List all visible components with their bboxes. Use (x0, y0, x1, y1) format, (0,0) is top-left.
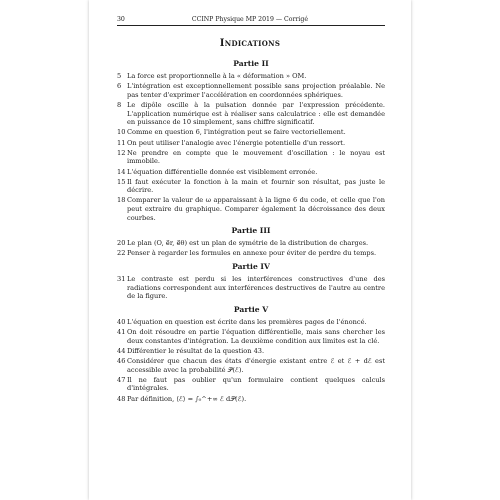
hint-item (117, 395, 385, 404)
hint-item (117, 196, 385, 222)
hint-item (117, 128, 385, 137)
hint-text: On doit résoudre en partie l'équation différentielle, mais sans chercher les deux constantes d'intégration. La deuxième condition aux limites est la clé. (127, 328, 385, 345)
hint-item (117, 139, 385, 148)
question-number: 47 (117, 375, 126, 384)
question-number: 20 (117, 239, 126, 248)
hint-text: Le dipôle oscille à la pulsation donnée par l'expression précédente. L'application numérique est à réaliser sans calculatrice : elle est demandée en puissance de 10 simplement, sans chiffre significatif. (127, 100, 385, 127)
hint-text: Penser à regarder les formules en annexe pour éviter de perdre du temps. (127, 249, 377, 258)
question-number: 11 (117, 138, 126, 147)
running-title: CCINP Physique MP 2019 — Corrigé (191, 16, 308, 23)
hint-item (117, 82, 385, 99)
hint-text: Différentier le résultat de la question 43. (127, 346, 265, 355)
hint-item (117, 376, 385, 393)
part-title: Partie V (233, 304, 269, 314)
hint-item (117, 357, 385, 374)
hint-text: Le contraste est perdu si les interférences constructives d'une des radiations correspondent aux interférences destructives de l'autre au centre de la figure. (127, 275, 385, 301)
part-title: Partie II (233, 59, 269, 68)
question-number: 41 (117, 328, 126, 336)
part-title: Partie IV (232, 262, 270, 272)
hint-text: L'équation en question est écrite dans les premières pages de l'énoncé. (127, 317, 367, 326)
question-number: 40 (117, 317, 126, 326)
hint-text: L'équation différentielle donnée est visiblement erronée. (127, 167, 318, 176)
hint-text: Comparer la valeur de ω apparaissant à la ligne 6 du code, et celle que l'on peut extraire du graphique. Comparer également la décroissance des deux courbes. (127, 196, 385, 222)
question-number: 14 (117, 167, 126, 176)
hint-item (117, 347, 385, 356)
hints-content (117, 55, 385, 405)
hint-text: On peut utiliser l'analogie avec l'énergie potentielle d'un ressort. (127, 138, 346, 147)
page-number: 30 (117, 16, 125, 23)
hint-item (117, 168, 385, 177)
hint-item (117, 328, 385, 345)
question-number: 12 (117, 148, 126, 157)
question-number: 46 (117, 356, 126, 365)
hint-text: Le plan (O, e⃗r, e⃗θ) est un plan de symétrie de la distribution de charges. (127, 239, 369, 248)
hint-text: Il faut exécuter la fonction à la main et fournir son résultat, pas juste le décrire. (127, 177, 385, 195)
hint-text: L'intégration est exceptionnellement possible sans projection préalable. Ne pas tenter d'exprimer l'accélération en coordonnées sphériques. (127, 82, 385, 99)
book-page (89, 0, 411, 500)
question-number: 6 (117, 82, 122, 91)
question-number: 5 (117, 72, 122, 80)
hint-text: Il ne faut pas oublier qu'un formulaire contient quelques calculs d'intégrales. (127, 375, 385, 393)
question-number: 48 (117, 394, 126, 403)
hint-item (117, 101, 385, 127)
page-title: Indications (219, 38, 281, 49)
question-number: 31 (117, 275, 126, 284)
hint-item (117, 249, 385, 258)
question-number: 18 (117, 196, 126, 205)
question-number: 44 (117, 346, 126, 355)
hint-item (117, 149, 385, 166)
question-number: 8 (117, 100, 122, 109)
hint-item (117, 72, 385, 81)
hint-item (117, 275, 385, 301)
hint-text: Ne prendre en compte que le mouvement d'oscillation : le noyau est immobile. (127, 148, 385, 166)
hint-text: Comme en question 6, l'intégration peut se faire vectoriellement. (127, 128, 346, 137)
hint-item (117, 318, 385, 327)
hint-item (117, 178, 385, 195)
part-title: Partie III (231, 226, 271, 236)
hint-text: Considérer que chacun des états d'énergie existant entre ℰ et ℰ + dℰ est accessible avec la probabilité 𝒫(ℰ). (127, 356, 385, 374)
question-number: 15 (117, 177, 126, 186)
page-header (117, 16, 385, 26)
hint-text: La force est proportionnelle à la « déformation » OM. (127, 72, 307, 80)
hint-item (117, 239, 385, 248)
question-number: 10 (117, 128, 126, 137)
hint-text: Par définition, ⟨ℰ⟩ = ∫₀^+∞ ℰ d𝒫(ℰ). (127, 394, 247, 403)
question-number: 22 (117, 249, 126, 258)
